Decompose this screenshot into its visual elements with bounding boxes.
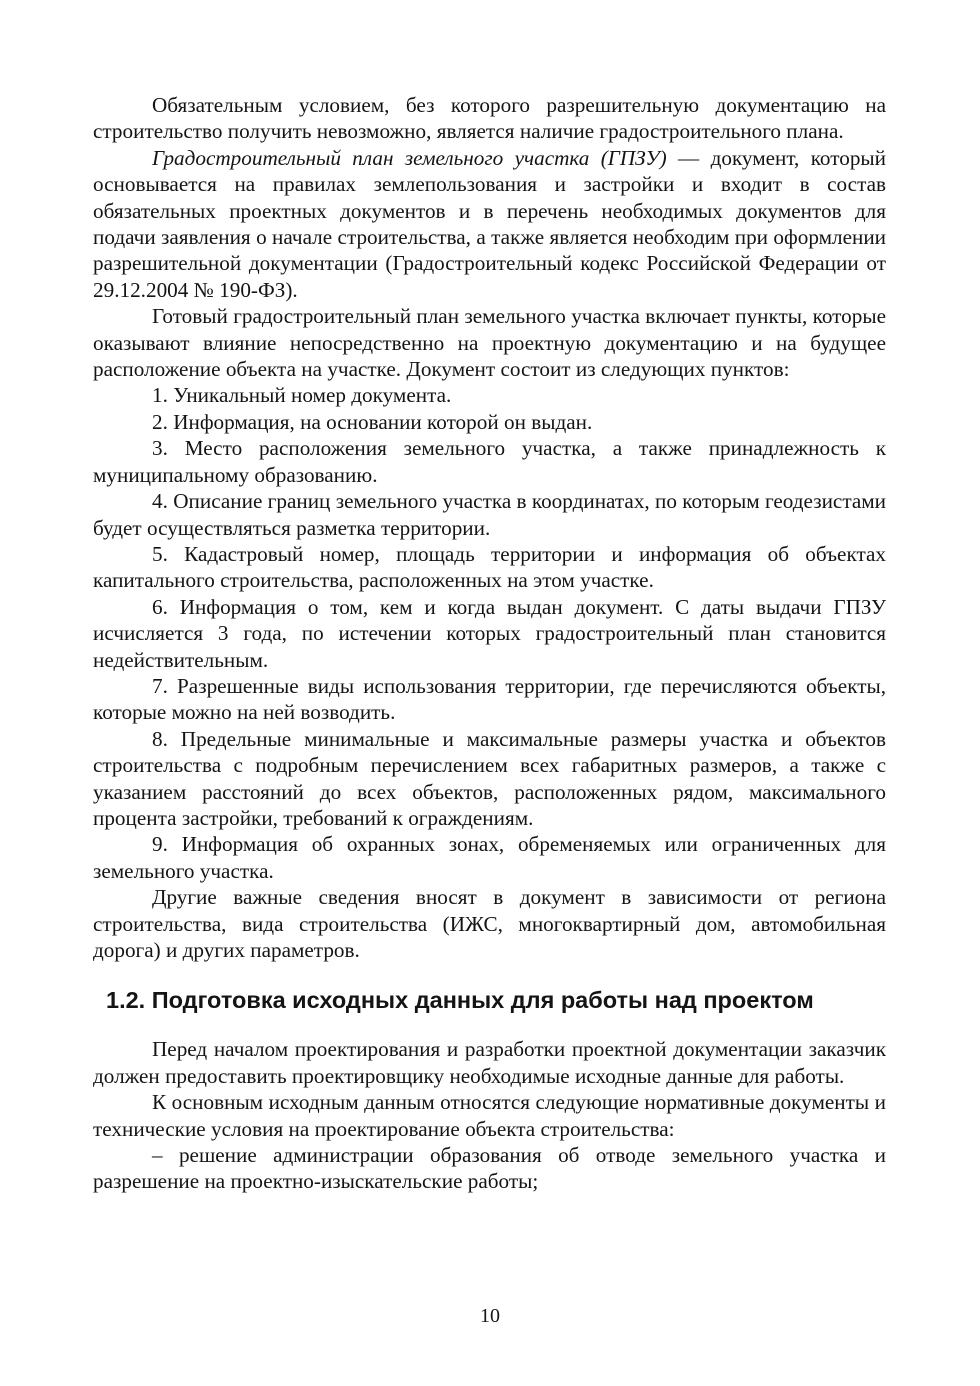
gpzu-term: Градостроительный план земельного участка (ГПЗУ) <box>152 145 667 170</box>
section-heading: 1.2. Подготовка исходных данных для работы над проектом <box>106 987 814 1014</box>
list-item-4: 4. Описание границ земельного участка в координатах, по которым геодезистами будет осуществляться разметка территории. <box>93 489 886 540</box>
page-number: 10 <box>480 1305 500 1327</box>
list-item-7: 7. Разрешенные виды использования территории, где перечисляются объекты, которые можно на ней возводить. <box>93 673 886 725</box>
gpzu-definition: — документ, который основывается на правилах землепользования и застройки и входит в состав обязательных проектных документов и в перечень необходимых документов для подачи заявления о начале строительства, а также является необходим при оформлении разрешительной документации (Градостроительный кодекс Российской Федерации от 29.12.2004 № 190-ФЗ). <box>93 145 886 302</box>
intro-paragraph-2 <box>93 145 886 303</box>
page-content <box>93 92 886 1195</box>
other-info-paragraph: Другие важные сведения вносят в документ в зависимости от региона строительства, вида строительства (ИЖС, многоквартирный дом, автомобильная дорога) и других параметров. <box>93 885 886 962</box>
list-item-8: 8. Предельные минимальные и максимальные размеры участка и объектов строительства с подробным перечислением всех габаритных размеров, а также с указанием расстояний до всех объектов, расположенных рядом, максимального процента застройки, требований к ограждениям. <box>93 726 886 830</box>
list-item-1: 1. Уникальный номер документа. <box>152 383 452 408</box>
intro-paragraph-3: Готовый градостроительный план земельного участка включает пункты, которые оказывают влияние непосредственно на проектную документацию и на будущее расположение объекта на участке. Документ состоит из следующих пунктов: <box>93 304 886 382</box>
section-paragraph-3: – решение администрации образования об отводе земельного участка и разрешение на проектно-изыскательские работы; <box>93 1143 886 1194</box>
list-item-5: 5. Кадастровый номер, площадь территории и информация об объектах капитального строительства, расположенных на этом участке. <box>93 541 886 593</box>
section-paragraph-1: Перед началом проектирования и разработки проектной документации заказчик должен предоставить проектировщику необходимые исходные данные для работы. <box>93 1037 886 1088</box>
list-item-2: 2. Информация, на основании которой он выдан. <box>152 409 593 434</box>
list-item-6: 6. Информация о том, кем и когда выдан документ. С даты выдачи ГПЗУ исчисляется 3 года, по истечении которых градостроительный план становится недействительным. <box>93 594 886 672</box>
list-item-3: 3. Место расположения земельного участка, а также принадлежность к муниципальному образованию. <box>93 436 886 487</box>
list-item-9: 9. Информация об охранных зонах, обременяемых или ограниченных для земельного участка. <box>93 832 886 883</box>
intro-paragraph-1: Обязательным условием, без которого разрешительную документацию на строительство получить невозможно, является наличие градостроительного плана. <box>93 93 886 144</box>
section-paragraph-2: К основным исходным данным относятся следующие нормативные документы и технические условия на проектирование объекта строительства: <box>93 1090 886 1141</box>
